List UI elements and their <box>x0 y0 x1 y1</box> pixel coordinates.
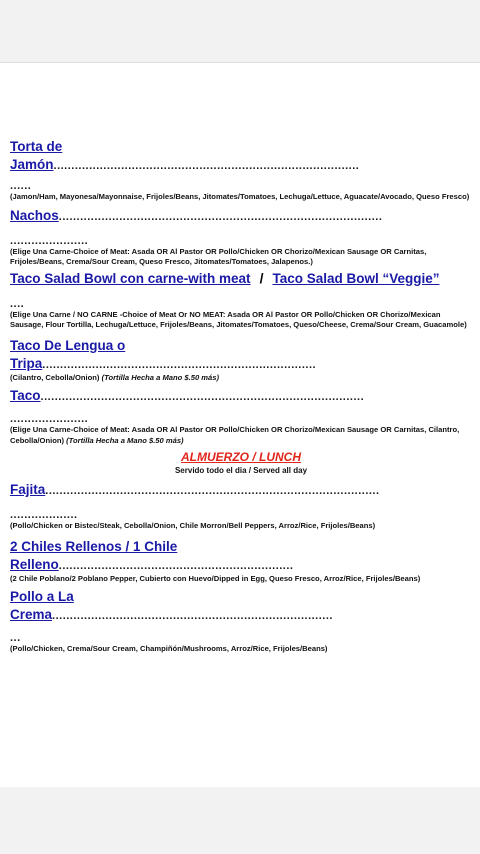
fajita-dots: .............................................................................................. <box>45 485 380 497</box>
taco-dots: ........................................................................................... <box>40 391 365 403</box>
torta-dots: ...................................................................................... <box>53 160 360 172</box>
pollo-title-2[interactable]: Crema <box>10 607 53 622</box>
fajita-desc: (Pollo/Chicken or Bistec/Steak, Cebolla/Onion, Chile Morron/Bell Peppers, Arroz/Rice, Frijoles/Beans) <box>10 521 376 530</box>
lengua-dots: ............................................................................. <box>42 358 317 371</box>
lengua-desc-italic: (Tortilla Hecha a Mano $.50 más) <box>101 372 220 382</box>
pollo-dots-2: ... <box>10 632 21 644</box>
taco-desc-main: (Elige Una Carne-Choice of Meat: Asada OR Al Pastor OR Pollo/Chicken OR Chorizo/Mexican Sausage OR Carnitas, Cilantro, Cebolla/Onion) <box>10 425 460 445</box>
pollo-dots: ............................................................................... <box>52 610 333 622</box>
torta-desc: (Jamon/Ham, Mayonesa/Mayonnaise, Frijoles/Beans, Jitomates/Tomatoes, Lechuga/Lettuce, Aguacate/Avocado, Queso Fresco) <box>10 192 470 201</box>
lunch-heading: ALMUERZO / LUNCH <box>181 450 301 464</box>
fajita-line <box>10 481 472 499</box>
menu-content <box>10 72 472 655</box>
top-background <box>0 0 480 55</box>
lengua-title-2[interactable]: Tripa <box>10 355 43 371</box>
nachos-line <box>10 207 472 225</box>
lengua-title-1[interactable]: Taco De Lengua o <box>10 337 126 353</box>
nachos-dots: ........................................................................................... <box>58 210 383 223</box>
torta-title-1[interactable]: Torta de <box>10 139 63 154</box>
nachos-title[interactable]: Nachos <box>10 207 59 223</box>
lengua-desc <box>10 373 472 384</box>
nachos-desc: (Elige Una Carne-Choice of Meat: Asada OR Al Pastor OR Pollo/Chicken OR Chorizo/Mexican Sausage OR Carnitas, Frijoles/Beans, Crema/Sour Cream, Queso Fresco, Jitomates/Tomatoes, Jalapenos.) <box>10 246 427 266</box>
pollo-desc: (Pollo/Chicken, Crema/Sour Cream, Champiñón/Mushrooms, Arroz/Rice, Frijoles/Beans) <box>10 644 328 653</box>
fajita-dots-2: ................... <box>10 509 78 521</box>
bottom-background <box>0 787 480 854</box>
taco-salad-veggie-title[interactable]: Taco Salad Bowl “Veggie” <box>272 270 440 286</box>
torta-title-2[interactable]: Jamón <box>10 157 54 172</box>
taco-salad-desc: (Elige Una Carne / NO CARNE -Choice of Meat Or NO MEAT: Asada OR Al Pastor OR Pollo/Chicken OR Chorizo/Mexican Sausage, Flour Tortilla, Lechuga/Lettuce, Frijoles/Beans, Jitomates/Tomatoes, Queso/Cheese, Crema/Sour Cream, Guacamole) <box>10 309 467 329</box>
taco-line <box>10 387 472 405</box>
taco-salad-dots: .... <box>10 297 25 310</box>
taco-desc <box>10 425 472 446</box>
lengua-desc-main: (Cilantro, Cebolla/Onion) <box>10 372 100 382</box>
chiles-title-1[interactable]: 2 Chiles Rellenos / 1 Chile <box>10 538 178 554</box>
torta-line <box>10 156 472 174</box>
pollo-line <box>10 606 472 624</box>
chiles-desc: (2 Chile Poblano/2 Poblano Pepper, Cubierto con Huevo/Dipped in Egg, Queso Fresco, Arroz/Rice, Frijoles/Beans) <box>10 573 421 583</box>
taco-salad-title[interactable]: Taco Salad Bowl con carne-with meat <box>10 270 251 286</box>
chiles-title-2[interactable]: Relleno <box>10 556 59 572</box>
pollo-title-1[interactable]: Pollo a La <box>10 589 74 604</box>
taco-salad-line <box>10 270 472 288</box>
torta-dots-2: ...... <box>10 180 32 192</box>
nachos-dots-2: ...................... <box>10 234 89 247</box>
taco-desc-italic: (Tortilla Hecha a Mano $.50 más) <box>66 435 184 445</box>
served-all-day: Servido todo el dia / Served all day <box>174 466 308 475</box>
lengua-line <box>10 355 472 373</box>
chiles-dots: .................................................................. <box>58 559 294 572</box>
fajita-title[interactable]: Fajita <box>10 482 46 497</box>
chiles-line <box>10 556 472 574</box>
taco-title[interactable]: Taco <box>10 388 41 403</box>
lunch-heading-wrap <box>10 448 472 466</box>
taco-dots-2: ...................... <box>10 413 89 425</box>
taco-salad-separator: / <box>259 269 264 286</box>
